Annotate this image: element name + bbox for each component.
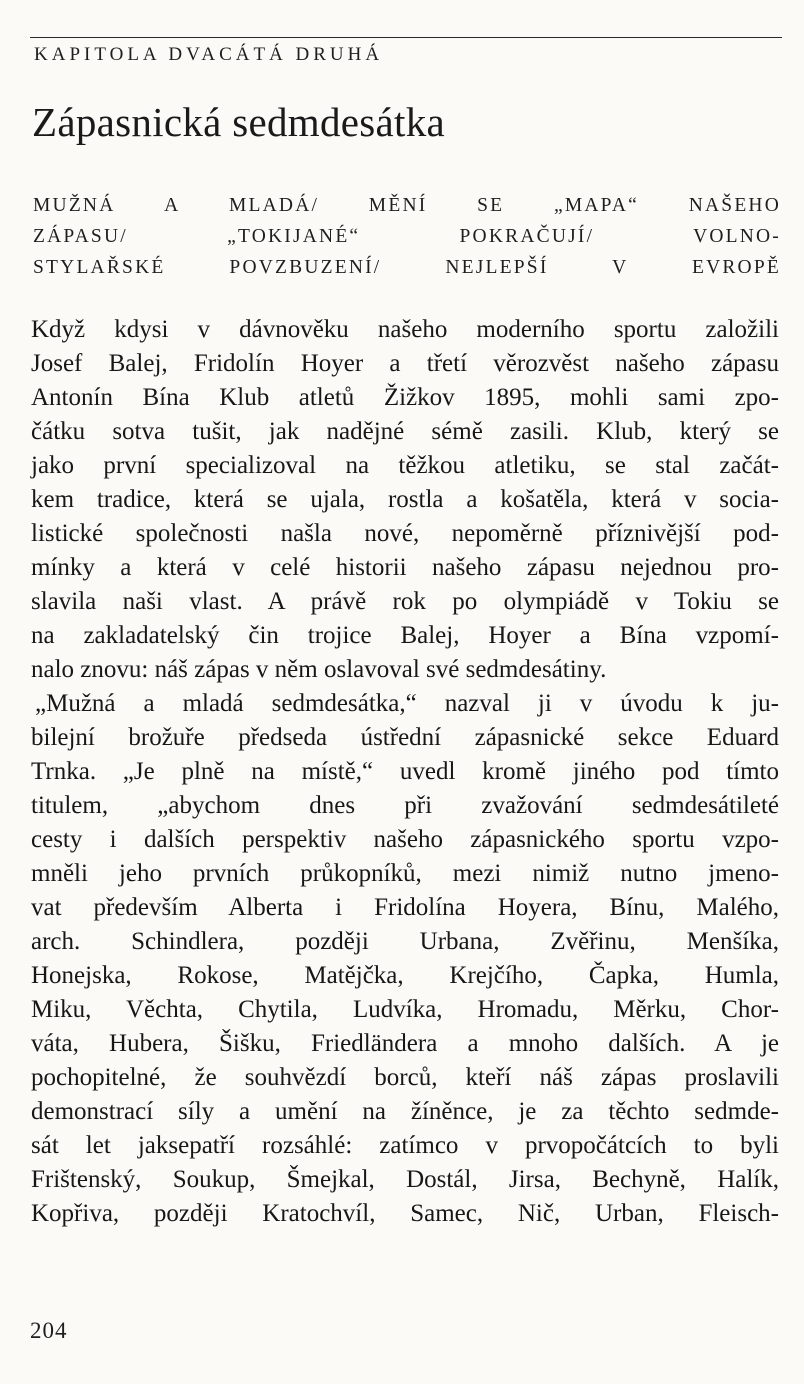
body-line: „Mužná a mladá sedmdesátka,“ nazval ji v úvodu k ju- bbox=[35, 690, 779, 717]
body-line: mínky a která v celé historii našeho zápasu nejednou pro- bbox=[31, 554, 779, 581]
body-line: nalo znovu: náš zápas v něm oslavoval své sedmdesátiny. bbox=[31, 656, 607, 683]
body-line: Kopřiva, později Kratochvíl, Samec, Nič, Urban, Fleisch- bbox=[31, 1200, 779, 1227]
body-line: slavila naši vlast. A právě rok po olympiádě v Tokiu se bbox=[31, 588, 779, 615]
body-line: Frištenský, Soukup, Šmejkal, Dostál, Jirsa, Bechyně, Halík, bbox=[31, 1166, 779, 1193]
body-line: bilejní brožuře předseda ústřední zápasnické sekce Eduard bbox=[31, 724, 779, 751]
body-line: vat především Alberta i Fridolína Hoyera, Bínu, Malého, bbox=[31, 894, 779, 921]
body-line: pochopitelné, že souhvězdí borců, kteří náš zápas proslavili bbox=[31, 1064, 779, 1091]
body-line: titulem, „abychom dnes při zvažování sedmdesátileté bbox=[31, 792, 779, 819]
body-line: na zakladatelský čin trojice Balej, Hoyer a Bína vzpomí- bbox=[31, 622, 779, 649]
chapter-label: KAPITOLA DVACÁTÁ DRUHÁ bbox=[34, 44, 384, 65]
body-line: Honejska, Rokose, Matějčka, Krejčího, Čapka, Humla, bbox=[31, 962, 779, 989]
body-line: jako první specializoval na těžkou atletiku, se stal začát- bbox=[31, 452, 779, 479]
body-line: čátku sotva tušit, jak nadějné sémě zasili. Klub, který se bbox=[31, 418, 779, 445]
body-line: Josef Balej, Fridolín Hoyer a třetí věrozvěst našeho zápasu bbox=[31, 350, 779, 377]
body-line: arch. Schindlera, později Urbana, Zvěřinu, Menšíka, bbox=[31, 928, 779, 955]
summary-line: STYLAŘSKÉ POVZBUZENÍ/ NEJLEPŠÍ V EVROPĚ bbox=[33, 257, 781, 278]
summary-line: MUŽNÁ A MLADÁ/ MĚNÍ SE „MAPA“ NAŠEHO bbox=[33, 195, 781, 216]
body-line: sát let jaksepatří rozsáhlé: zatímco v prvopočátcích to byli bbox=[31, 1132, 779, 1159]
page-number: 204 bbox=[30, 1318, 68, 1343]
body-line: váta, Hubera, Šišku, Friedländera a mnoho dalších. A je bbox=[31, 1030, 779, 1057]
body-line: demonstrací síly a umění na žíněnce, je za těchto sedmde- bbox=[31, 1098, 779, 1125]
body-line: Antonín Bína Klub atletů Žižkov 1895, mohli sami zpo- bbox=[31, 384, 779, 411]
summary-line: ZÁPASU/ „TOKIJANÉ“ POKRAČUJÍ/ VOLNO- bbox=[33, 226, 781, 247]
body-line: mněli jeho prvních průkopníků, mezi nimiž nutno jmeno- bbox=[31, 860, 779, 887]
body-line: Miku, Věchta, Chytila, Ludvíka, Hromadu, Měrku, Chor- bbox=[31, 996, 779, 1023]
body-line: cesty i dalších perspektiv našeho zápasnického sportu vzpo- bbox=[31, 826, 779, 853]
top-rule bbox=[30, 37, 782, 38]
body-line: listické společnosti našla nové, nepoměrně příznivější pod- bbox=[31, 520, 779, 547]
body-line: Když kdysi v dávnověku našeho moderního sportu založili bbox=[31, 316, 779, 343]
chapter-summary bbox=[33, 190, 781, 283]
body-line: Trnka. „Je plně na místě,“ uvedl kromě jiného pod tímto bbox=[31, 758, 779, 785]
body-line: kem tradice, která se ujala, rostla a košatěla, která v socia- bbox=[31, 486, 779, 513]
body-text bbox=[31, 313, 779, 1231]
chapter-title: Zápasnická sedmdesátka bbox=[32, 99, 446, 145]
